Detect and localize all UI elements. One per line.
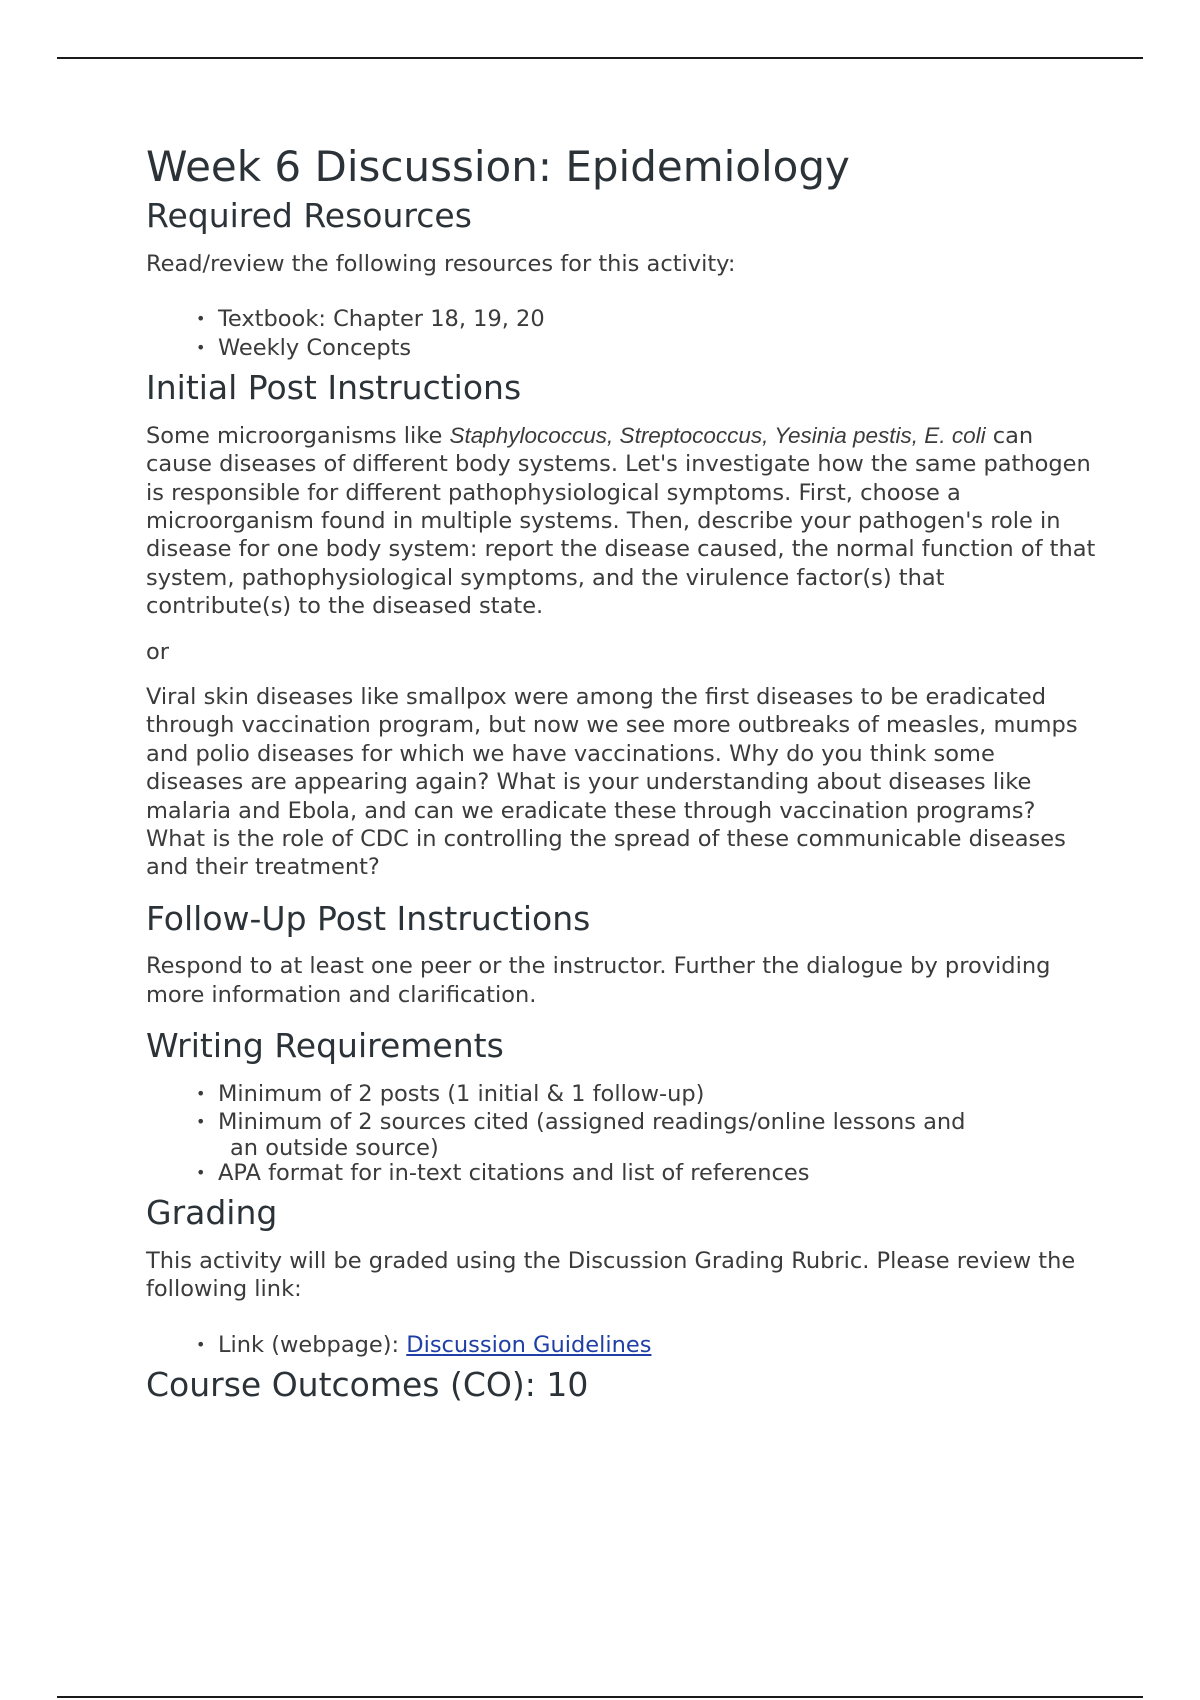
list-item — [196, 1331, 1096, 1359]
list-item-text: Minimum of 2 sources cited (assigned readings/online lessons and — [218, 1109, 966, 1136]
grading-list — [146, 1331, 1096, 1359]
list-item — [196, 1080, 1096, 1108]
link-prefix: Link (webpage): — [218, 1331, 407, 1358]
resources-intro: Read/review the following resources for this activity: — [146, 250, 736, 277]
list-item-text: Textbook: Chapter 18, 19, 20 — [218, 306, 545, 333]
initial-post-heading: Initial Post Instructions — [146, 368, 522, 408]
list-item-text: an outside source) — [230, 1134, 439, 1161]
bullet-icon: • — [196, 309, 206, 329]
follow-up-text: Respond to at least one peer or the instructor. Further the dialogue by providing more information and clarification. — [146, 953, 1051, 1008]
or-separator: or — [146, 638, 170, 665]
resources-list — [146, 305, 1096, 362]
list-item-text: Weekly Concepts — [218, 334, 412, 361]
document-body — [146, 142, 1096, 1419]
writing-requirements-list — [146, 1080, 1096, 1187]
top-rule — [57, 57, 1143, 59]
list-item — [196, 305, 1096, 333]
page-title: Week 6 Discussion: Epidemiology — [146, 142, 850, 191]
bullet-icon: • — [196, 337, 206, 357]
list-item-text: APA format for in-text citations and list of references — [218, 1159, 810, 1186]
follow-up-heading: Follow-Up Post Instructions — [146, 898, 591, 938]
bullet-icon: • — [196, 1083, 206, 1103]
organism-names: Staphylococcus, Streptococcus, Yesinia pestis, E. coli — [449, 422, 986, 448]
initial-post-paragraph-1 — [146, 422, 1096, 621]
list-item — [196, 1159, 1096, 1187]
paragraph-text: can cause diseases of different body systems. Let's investigate how the same pathogen is responsible for different pathophysiological symptoms. First, choose a microorganism found in multiple systems. Then, describe your pathogen's role in disease for one body system: report the disease caused, the normal function of that system, pathophysiological symptoms, and the virulence factor(s) that contribute(s) to the diseased state. — [146, 422, 1096, 620]
list-item-text: Minimum of 2 posts (1 initial & 1 follow-up) — [218, 1080, 705, 1107]
bullet-icon: • — [196, 1334, 206, 1354]
grading-text: This activity will be graded using the Discussion Grading Rubric. Please review the following link: — [146, 1247, 1076, 1303]
course-outcomes-heading: Course Outcomes (CO): 10 — [146, 1364, 589, 1404]
initial-post-paragraph-2: Viral skin diseases like smallpox were among the first diseases to be eradicated through vaccination program, but now we see more outbreaks of measles, mumps and polio diseases for which we have vaccinations. Why do you think some diseases are appearing again? What is your understanding about diseases like malaria and Ebola, and can we eradicate these through vaccination programs? What is the role of CDC in controlling the spread of these communicable diseases and their treatment? — [146, 684, 1078, 881]
writing-requirements-heading: Writing Requirements — [146, 1026, 504, 1066]
paragraph-text: Some microorganisms like — [146, 422, 450, 449]
grading-heading: Grading — [146, 1193, 278, 1233]
bottom-rule — [57, 1696, 1143, 1698]
list-item — [196, 334, 1096, 362]
bullet-icon: • — [196, 1162, 206, 1182]
bullet-icon: • — [196, 1112, 206, 1132]
required-resources-heading: Required Resources — [146, 196, 472, 236]
list-item — [196, 1108, 1096, 1161]
discussion-guidelines-link[interactable]: Discussion Guidelines — [406, 1331, 652, 1358]
